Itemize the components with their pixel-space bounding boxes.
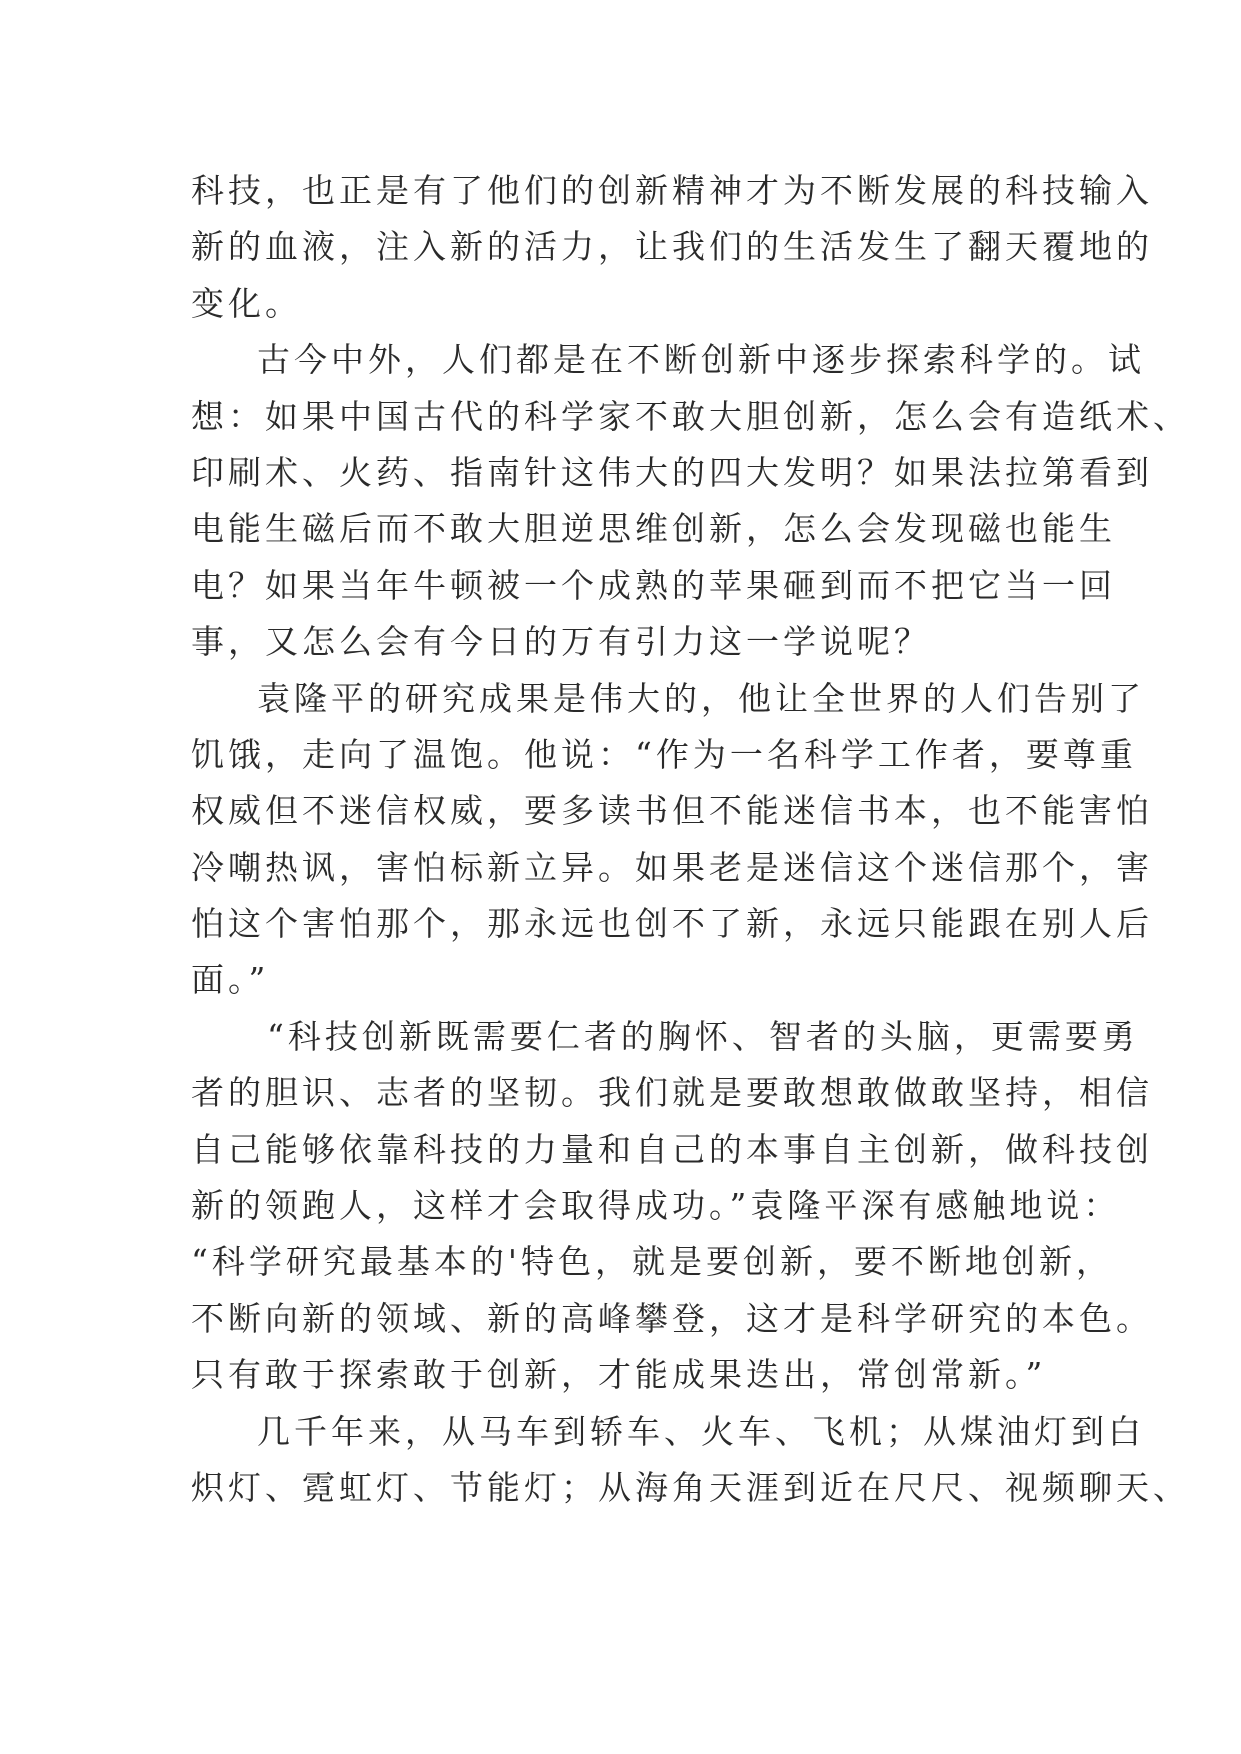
text-line: 古今中外，人们都是在不断创新中逐步探索科学的。试 [257, 340, 1145, 380]
text-line: 想：如果中国古代的科学家不敢大胆创新，怎么会有造纸术、 [191, 396, 1190, 436]
text-line: 电能生磁后而不敢大胆逆思维创新，怎么会发现磁也能生 [191, 509, 1116, 549]
text-line: 面。” [191, 960, 270, 1000]
text-line: 冷嘲热讽，害怕标新立异。如果老是迷信这个迷信那个，害 [191, 847, 1153, 887]
text-line: 袁隆平的研究成果是伟大的，他让全世界的人们告别了 [257, 678, 1145, 718]
text-line: 只有敢于探索敢于创新，才能成果迭出，常创常新。” [191, 1355, 1047, 1395]
body-text [191, 163, 1190, 1516]
text-line: 事，又怎么会有今日的万有引力这一学说呢？ [191, 622, 931, 662]
text-line: 权威但不迷信权威，要多读书但不能迷信书本，也不能害怕 [191, 791, 1153, 831]
text-line: 自己能够依靠科技的力量和自己的本事自主创新，做科技创 [191, 1129, 1153, 1169]
text-line: 科技，也正是有了他们的创新精神才为不断发展的科技输入 [191, 171, 1153, 210]
text-line: “科技创新既需要仁者的胸怀、智者的头脑，更需要勇 [267, 1016, 1139, 1056]
text-line: 炽灯、霓虹灯、节能灯；从海角天涯到近在尺尺、视频聊天、 [191, 1467, 1190, 1507]
text-line: 饥饿，走向了温饱。他说：“作为一名科学工作者，要尊重 [191, 734, 1137, 774]
text-line: 新的血液，注入新的活力，让我们的生活发生了翻天覆地的 [191, 227, 1153, 267]
text-line: 印刷术、火药、指南针这伟大的四大发明？如果法拉第看到 [191, 452, 1153, 492]
text-line: 电？如果当年牛顿被一个成熟的苹果砸到而不把它当一回 [191, 565, 1116, 605]
text-line: 不断向新的领域、新的高峰攀登，这才是科学研究的本色。 [191, 1298, 1153, 1338]
text-line: “科学研究最基本的'特色，就是要创新，要不断地创新， [191, 1242, 1113, 1282]
text-line: 怕这个害怕那个，那永远也创不了新，永远只能跟在别人后 [191, 904, 1153, 944]
text-line: 几千年来，从马车到轿车、火车、飞机；从煤油灯到白 [257, 1411, 1145, 1451]
text-line: 者的胆识、志者的坚韧。我们就是要敢想敢做敢坚持，相信 [191, 1073, 1153, 1113]
text-line: 变化。 [191, 283, 302, 323]
text-line: 新的领跑人，这样才会取得成功。”袁隆平深有感触地说： [191, 1186, 1121, 1226]
